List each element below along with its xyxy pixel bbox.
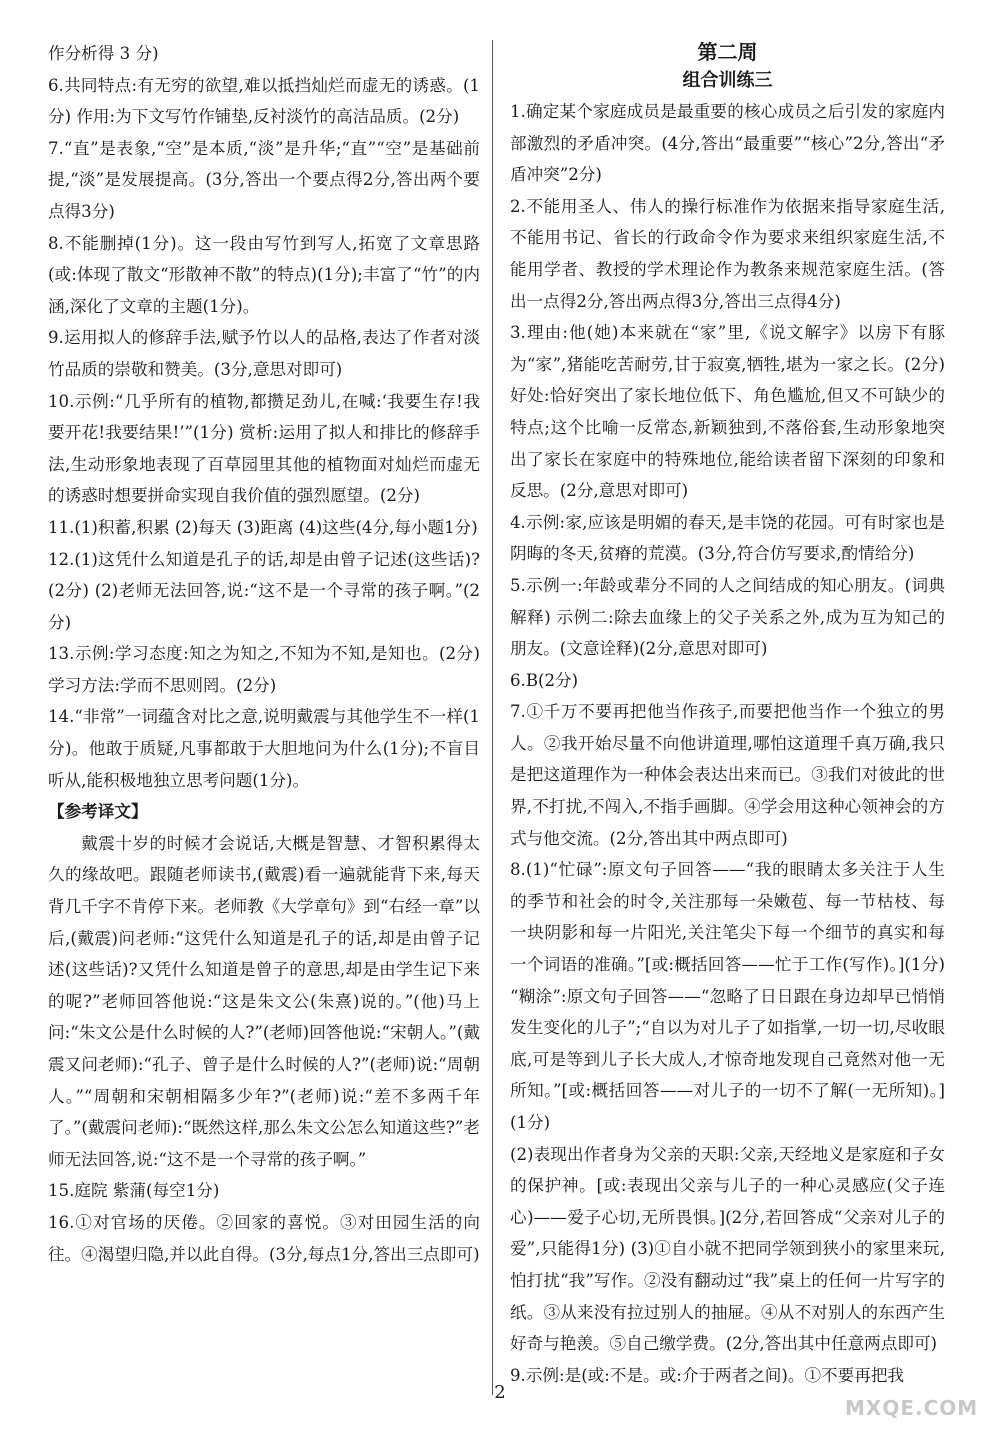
answer-1: 1.确定某个家庭成员是最重要的核心成员之后引发的家庭内部激烈的矛盾冲突。(4分,答出“最重要”“核心”2分,答出“矛盾冲突”2分) xyxy=(510,102,945,185)
answer-3: 3.理由:他(她)本来就在“家”里,《说文解字》以房下有豚为“家”,猪能吃苦耐劳,甘于寂寞,牺牲,堪为一家之长。(2分) 好处:恰好突出了家长地位低下、角色尴尬,但又不可缺少的特点;这个比喻一反常态,新颖独到,不落俗套,生动形象地突出了家长在家庭中的特殊地位,能给读者留下深刻的印象和反思。(2分,意思对即可) xyxy=(510,323,945,501)
column-divider xyxy=(492,40,493,1395)
answer-14: 14.“非常”一词蕴含对比之意,说明戴震与其他学生不一样(1分)。他敢于质疑,凡事都敢于大胆地问为什么(1分);不盲目听从,能积极地独立思考问题(1分)。 xyxy=(48,707,480,790)
answer-15: 15.庭院 紫蒲(每空1分) xyxy=(48,1181,220,1201)
answer-5: 5.示例一:年龄或辈分不同的人之间结成的知心朋友。(词典解释) 示例二:除去血缘上的父子关系之外,成为互为知己的朋友。(文意诠释)(2分,意思对即可) xyxy=(510,575,945,659)
left-column xyxy=(48,38,480,1270)
answer-9-right: 9.示例:是(或:不是。或:介于两者之间)。①不要再把我 xyxy=(510,1365,905,1385)
answer-8-part2: (2)表现出作者身为父亲的天职:父亲,天经地义是家庭和子女的保护神。[或:表现出父亲与儿子的一种心灵感应(父子连心)——爱子心切,无所畏惧。](2分,若回答成“父亲对儿子的爱”,只能得1分) (3)①自小就不把同学领到狭小的家里来玩,怕打扰“我”写作。②没有翻动过“我”桌上的任何一片写字的纸。③从来没有拉过别人的抽屉。④从不对别人的东西产生好奇与艳羡。⑤自己缴学费。(2分,答出其中任意两点即可) xyxy=(510,1144,945,1354)
reference-translation-text: 戴震十岁的时候才会说话,大概是智慧、才智积累得太久的缘故吧。跟随老师读书,(戴震)看一遍就能背下来,每天背几千字不肯停下来。老师教《大学章句》到“右经一章”以后,(戴震)问老师:“这凭什么知道是孔子的话,却是由曾子记述(这些话)?又凭什么知道是曾子的意思,却是由学生记下来的呢?”老师回答他说:“这是朱文公(朱熹)说的。”(他)马上问:“朱文公是什么时候的人?”(老师)回答他说:“宋朝人。”(戴震又问老师):“孔子、曾子是什么时候的人?”(老师)说:“周朝人。”“周朝和宋朝相隔多少年?”(老师)说:“差不多两千年了。”(戴震问老师):“既然这样,那么朱文公怎么知道这些?”老师无法回答,说:“这不是一个寻常的孩子啊。” xyxy=(48,833,480,1169)
answer-8-part1: 8.(1)“忙碌”:原文句子回答——“我的眼睛太多关注于人生的季节和社会的时令,关注那每一朵嫩苞、每一节枯枝、每一块阴影和每一片阳光,关注笔尖下每一个细节的真实和每一个词语的准确。”[或:概括回答——忙于工作(写作)。](1分) “糊涂”:原文句子回答——“忽略了日日跟在身边却早已悄悄发生变化的儿子”;“自以为对儿子了如指掌,一切一切,尽收眼底,可是等到儿子长大成人,才惊奇地发现自己竟然对他一无所知。”[或:概括回答——对儿子的一切不了解(一无所知)。](1分) xyxy=(510,860,945,1132)
answer-7-right: 7.①千万不要再把他当作孩子,而要把他当作一个独立的男人。②我开始尽量不向他讲道理,哪怕这道理千真万确,我只是把这道理作为一种体会表达出来而已。③我们对彼此的世界,不打扰,不闯入,不指手画脚。④学会用这种心领神会的方式与他交流。(2分,答出其中两点即可) xyxy=(510,702,945,848)
site-watermark: MXQE.COM xyxy=(845,1396,979,1420)
answer-2: 2.不能用圣人、伟人的操行标准作为依据来指导家庭生活,不能用书记、省长的行政命令作为要求来组织家庭生活,不能用学者、教授的学术理论作为教条来规范家庭生活。(答出一点得2分,答出两点得3分,答出三点得4分) xyxy=(510,196,945,311)
answer-8: 8.不能删掉(1分)。这一段由写竹到写人,拓宽了文章思路(或:体现了散文“形散神不散”的特点)(1分);丰富了“竹”的内涵,深化了文章的主题(1分)。 xyxy=(48,233,480,316)
reference-translation-title: 【参考译文】 xyxy=(48,802,148,822)
right-column xyxy=(510,38,945,1391)
answer-16: 16.①对官场的厌倦。②回家的喜悦。③对田园生活的向往。④渴望归隐,并以此自得。(3分,每点1分,答出三点即可) xyxy=(48,1212,480,1264)
answer-10: 10.示例:“几乎所有的植物,都攒足劲儿,在喊:‘我要生存!我要开花!我要结果!’”(1分) 赏析:运用了拟人和排比的修辞手法,生动形象地表现了百草园里其他的植物面对灿烂而虚无的诱惑时想要拼命实现自我价值的强烈愿望。(2分) xyxy=(48,391,480,506)
answer-4: 4.示例:家,应该是明媚的春天,是丰饶的花园。可有时家也是阴晦的冬天,贫瘠的荒漠。(3分,符合仿写要求,酌情给分) xyxy=(510,512,945,564)
answer-7: 7.“直”是表象,“空”是本质,“淡”是升华;“直”“空”是基础前提,“淡”是发展提高。(3分,答出一个要点得2分,答出两个要点得3分) xyxy=(48,138,480,221)
answer-11: 11.(1)积蓄,积累 (2)每天 (3)距离 (4)这些(4分,每小题1分) xyxy=(48,517,478,537)
answer-12: 12.(1)这凭什么知道是孔子的话,却是由曾子记述(这些话)? (2分) (2)老师无法回答,说:“这不是一个寻常的孩子啊。”(2分) xyxy=(48,549,480,632)
answer-13: 13.示例:学习态度:知之为知之,不知为不知,是知也。(2分) 学习方法:学而不思则罔。(2分) xyxy=(48,644,480,695)
page-number: 2 xyxy=(494,1382,506,1403)
week-title: 第二周 xyxy=(697,40,758,64)
answer-fragment: 作分析得 3 分) xyxy=(48,44,159,63)
answer-6: 6.共同特点:有无穷的欲望,难以抵挡灿烂而虚无的诱惑。(1分) 作用:为下文写竹作铺垫,反衬淡竹的高洁品质。(2分) xyxy=(48,75,480,127)
exercise-set-title: 组合训练三 xyxy=(682,70,773,91)
answer-6-right: 6.B(2分) xyxy=(510,670,579,690)
answer-9: 9.运用拟人的修辞手法,赋予竹以人的品格,表达了作者对淡竹品质的崇敬和赞美。(3分,意思对即可) xyxy=(48,328,480,379)
